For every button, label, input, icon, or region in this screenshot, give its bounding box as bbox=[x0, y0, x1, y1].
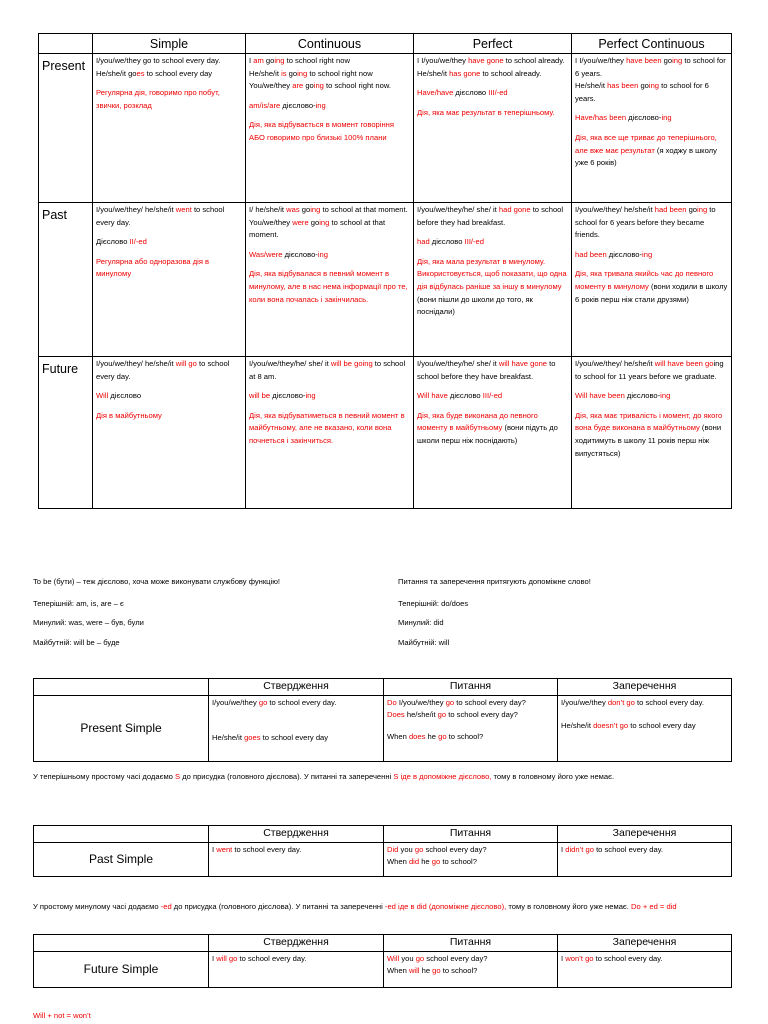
cell-present-simple: I/you/we/they go to school every day. He/she/it goes to school every day Регулярна дія, говоримо про побут, звички, розклад bbox=[93, 54, 246, 203]
fs-tense-label: Future Simple bbox=[34, 952, 209, 988]
pas-header-affirmative: Ствердження bbox=[209, 826, 384, 843]
row-header-past: Past bbox=[39, 203, 93, 357]
header-simple: Simple bbox=[93, 34, 246, 54]
note-aux-present: Теперішній: do/does bbox=[398, 599, 469, 608]
fs-header-negative: Заперечення bbox=[558, 935, 732, 952]
cell-future-perfect: I/you/we/they/he/ she/ it will have gone to school before they have breakfast. Will have дієслово III/-ed Дія, яка буде виконана до певного моменту в майбутньому (вони підуть до школи перш ніж поснідають) bbox=[414, 357, 572, 509]
ps-header-affirmative: Ствердження bbox=[209, 679, 384, 696]
header-perfect: Perfect bbox=[414, 34, 572, 54]
future-simple-note: Will + not = won’t bbox=[33, 1011, 91, 1020]
ps-header-negative: Заперечення bbox=[558, 679, 732, 696]
pas-header-question: Питання bbox=[384, 826, 558, 843]
header-perfect-continuous: Perfect Continuous bbox=[572, 34, 732, 54]
pas-affirmative: I went to school every day. bbox=[209, 843, 384, 877]
present-simple-table bbox=[33, 678, 732, 762]
fs-header-affirmative: Ствердження bbox=[209, 935, 384, 952]
ps-affirmative: I/you/we/they go to school every day. He/she/it goes to school every day bbox=[209, 696, 384, 762]
note-to-be: To be (бути) – теж дієслово, хоча може виконувати службову функцію! bbox=[33, 577, 281, 586]
fs-corner bbox=[34, 935, 209, 952]
cell-future-continuous: I/you/we/they/he/ she/ it will be going to school at 8 am. will be дієслово-ing Дія, яка відбуватиметься в певний момент в майбутньому, але не вказано, коли вона почнеться і закінчиться. bbox=[246, 357, 414, 509]
pas-tense-label: Past Simple bbox=[34, 843, 209, 877]
note-aux-past: Минулий: did bbox=[398, 618, 444, 627]
past-simple-table bbox=[33, 825, 732, 877]
ps-corner bbox=[34, 679, 209, 696]
cell-past-perfect: I/you/we/they/he/ she/ it had gone to school before they had breakfast. had дієслово III/-ed Дія, яка мала результат в минулому. Використовується, щоб показати, що одна дія відбулась раніше за іншу в минулому (вони пішли до школи до того, як поснідали) bbox=[414, 203, 572, 357]
ps-tense-label: Present Simple bbox=[34, 696, 209, 762]
note-to-be-future: Майбутній: will be – буде bbox=[33, 638, 120, 647]
note-aux: Питання та заперечення притягують допоміжне слово! bbox=[398, 577, 591, 586]
fs-header-question: Питання bbox=[384, 935, 558, 952]
cell-future-perfect-continuous: I/you/we/they/ he/she/it will have been going to school for 11 years before we graduate. Will have been дієслово-ing Дія, яка має тривалість і момент, до якого вона буде виконана в майбутньому (вони ходитимуть в школу 11 років перш ніж випустяться) bbox=[572, 357, 732, 509]
ps-negative: I/you/we/they don’t go to school every day. He/she/it doesn’t go to school every day bbox=[558, 696, 732, 762]
note-to-be-past: Минулий: was, were – був, були bbox=[33, 618, 144, 627]
row-header-present: Present bbox=[39, 54, 93, 203]
pas-corner bbox=[34, 826, 209, 843]
ps-header-question: Питання bbox=[384, 679, 558, 696]
past-simple-note: У простому минулому часі додаємо -ed до присудка (головного дієслова). У питанні та запереченні -ed іде в did (допоміжне дієслово), тому в головному його уже немає. Do + ed = did bbox=[33, 902, 677, 911]
ps-question: Do I/you/we/they go to school every day? Does he/she/it go to school every day? When does he go to school? bbox=[384, 696, 558, 762]
pas-negative: I didn’t go to school every day. bbox=[558, 843, 732, 877]
cell-past-perfect-continuous: I/you/we/they/ he/she/it had been going to school for 6 years before they became friends. had been дієслово-ing Дія, яка тривала якийсь час до певного моменту в минулому (вони ходили в школу 6 років перш ніж стали друзями) bbox=[572, 203, 732, 357]
future-simple-table bbox=[33, 934, 732, 988]
cell-present-perfect-continuous: I I/you/we/they have been going to school for 6 years. He/she/it has been going to school for 6 years. Have/has been дієслово-ing Дія, яка все ще триває до теперішнього, але вже має результат (я ходжу в школу уже 6 років) bbox=[572, 54, 732, 203]
cell-present-continuous: I am going to school right now He/she/it is going to school right now You/we/they are going to school right now. am/is/are дієслово-ing Дія, яка відбувається в момент говоріння АБО говоримо про близькі 100% плани bbox=[246, 54, 414, 203]
cell-present-perfect: I I/you/we/they have gone to school already. He/she/it has gone to school already. Have/have дієслово III/-ed Дія, яка має результат в теперішньому. bbox=[414, 54, 572, 203]
fs-affirmative: I will go to school every day. bbox=[209, 952, 384, 988]
cell-future-simple: I/you/we/they/ he/she/it will go to school every day. Will дієслово Дія в майбутньому bbox=[93, 357, 246, 509]
present-simple-note: У теперішньому простому часі додаємо S до присудка (головного дієслова). У питанні та запереченні S іде в допоміжне дієслово, тому в головному його уже немає. bbox=[33, 772, 615, 781]
pas-header-negative: Заперечення bbox=[558, 826, 732, 843]
header-continuous: Continuous bbox=[246, 34, 414, 54]
cell-past-simple: I/you/we/they/ he/she/it went to school every day. Дієслово II/-ed Регулярна або одноразова дія в минулому bbox=[93, 203, 246, 357]
tense-table bbox=[38, 33, 732, 509]
corner-header bbox=[39, 34, 93, 54]
note-to-be-present: Теперішній: am, is, are – є bbox=[33, 599, 124, 608]
row-header-future: Future bbox=[39, 357, 93, 509]
pas-question: Did you go school every day? When did he go to school? bbox=[384, 843, 558, 877]
fs-question: Will you go school every day? When will he go to school? bbox=[384, 952, 558, 988]
cell-past-continuous: I/ he/she/it was going to school at that moment. You/we/they were going to school at that moment. Was/were дієслово-ing Дія, яка відбувалася в певний момент в минулому, але в нас нема інформації про те, коли вона почалась і закінчилась. bbox=[246, 203, 414, 357]
note-aux-future: Майбутній: will bbox=[398, 638, 450, 647]
fs-negative: I won’t go to school every day. bbox=[558, 952, 732, 988]
